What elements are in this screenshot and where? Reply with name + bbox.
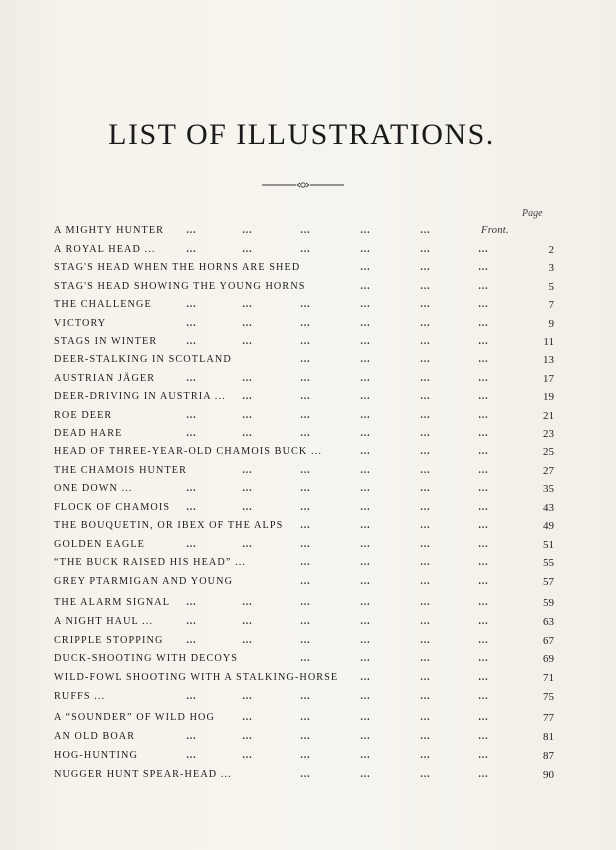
leader-dot: …	[242, 318, 253, 329]
leader-dot: …	[478, 465, 489, 476]
entry-title: A “SOUNDER” OF WILD HOG	[54, 712, 215, 723]
leader-dot: …	[300, 539, 311, 550]
leader-dot: …	[360, 597, 371, 608]
entry-page: 51	[543, 539, 554, 551]
entry-title: CRIPPLE STOPPING	[54, 635, 164, 646]
list-item	[54, 748, 554, 764]
leader-dot: …	[420, 262, 431, 273]
leader-dot: …	[420, 750, 431, 761]
leader-dot: …	[360, 465, 371, 476]
list-item	[54, 481, 554, 497]
list-item	[54, 537, 554, 553]
entry-page: 5	[548, 281, 554, 293]
divider-ornament	[262, 180, 344, 190]
entry-page: 9	[548, 318, 554, 330]
list-item	[54, 408, 554, 424]
entry-title: ONE DOWN ...	[54, 483, 133, 494]
entry-page: 49	[543, 520, 554, 532]
leader-dot: …	[478, 502, 489, 513]
entry-page: 35	[543, 483, 554, 495]
leader-dot: …	[420, 244, 431, 255]
leader-dot: …	[360, 391, 371, 402]
leader-dot: …	[186, 691, 197, 702]
leader-dot: …	[300, 428, 311, 439]
leader-dot: …	[360, 410, 371, 421]
leader-dot: …	[300, 410, 311, 421]
list-item	[54, 651, 554, 667]
leader-dot: …	[360, 653, 371, 664]
list-item	[54, 444, 554, 460]
leader-dot: …	[300, 712, 311, 723]
leader-dot: …	[478, 446, 489, 457]
leader-dot: …	[186, 731, 197, 742]
entry-title: DEAD HARE	[54, 428, 123, 439]
leader-dot: …	[300, 691, 311, 702]
page-column-header: Page	[522, 208, 543, 219]
leader-dot: …	[242, 225, 253, 236]
leader-dot: …	[186, 318, 197, 329]
leader-dot: …	[420, 520, 431, 531]
leader-dot: …	[478, 712, 489, 723]
leader-dot: …	[242, 373, 253, 384]
leader-dot: …	[300, 653, 311, 664]
leader-dot: …	[242, 391, 253, 402]
leader-dot: …	[242, 635, 253, 646]
leader-dot: …	[420, 712, 431, 723]
entry-page: 3	[548, 262, 554, 274]
leader-dot: …	[478, 539, 489, 550]
leader-dot: …	[420, 354, 431, 365]
leader-dot: …	[242, 244, 253, 255]
entry-page: 7	[548, 299, 554, 311]
leader-dot: …	[478, 691, 489, 702]
leader-dot: …	[420, 483, 431, 494]
list-item	[54, 670, 554, 686]
entry-page: 75	[543, 691, 554, 703]
leader-dot: …	[420, 281, 431, 292]
leader-dot: …	[420, 653, 431, 664]
entry-page: 71	[543, 672, 554, 684]
entry-page: 27	[543, 465, 554, 477]
leader-dot: …	[478, 354, 489, 365]
leader-dot: …	[186, 428, 197, 439]
leader-dot: …	[300, 336, 311, 347]
leader-dot: …	[420, 446, 431, 457]
leader-dots	[54, 426, 524, 442]
leader-dot: …	[242, 299, 253, 310]
leader-dot: …	[420, 616, 431, 627]
leader-dot: …	[186, 483, 197, 494]
leader-dot: …	[360, 373, 371, 384]
list-item	[54, 767, 554, 783]
leader-dot: …	[300, 635, 311, 646]
leader-dot: …	[360, 244, 371, 255]
entry-title: A MIGHTY HUNTER	[54, 225, 165, 236]
leader-dot: …	[478, 244, 489, 255]
leader-dot: …	[186, 750, 197, 761]
leader-dots	[54, 316, 524, 332]
leader-dot: …	[360, 576, 371, 587]
leader-dot: …	[420, 539, 431, 550]
leader-dot: …	[360, 691, 371, 702]
entry-title: STAGS IN WINTER	[54, 336, 158, 347]
leader-dot: …	[478, 616, 489, 627]
leader-dot: …	[300, 616, 311, 627]
list-item	[54, 334, 554, 350]
leader-dot: …	[186, 244, 197, 255]
entry-page: 63	[543, 616, 554, 628]
leader-dot: …	[186, 635, 197, 646]
entry-page: 55	[543, 557, 554, 569]
leader-dot: …	[478, 483, 489, 494]
list-item	[54, 614, 554, 630]
leader-dot: …	[300, 769, 311, 780]
leader-dot: …	[360, 616, 371, 627]
list-item	[54, 595, 554, 611]
leader-dots	[54, 408, 524, 424]
leader-dot: …	[420, 225, 431, 236]
entry-title: WILD-FOWL SHOOTING WITH A STALKING-HORSE	[54, 672, 339, 683]
entry-page: 59	[543, 597, 554, 609]
leader-dot: …	[360, 336, 371, 347]
leader-dot: …	[420, 391, 431, 402]
leader-dot: …	[300, 299, 311, 310]
leader-dot: …	[300, 354, 311, 365]
leader-dot: …	[420, 373, 431, 384]
page-title: LIST OF ILLUSTRATIONS.	[108, 118, 495, 151]
leader-dot: …	[360, 769, 371, 780]
leader-dot: …	[420, 731, 431, 742]
list-item	[54, 555, 554, 571]
entry-title: STAG'S HEAD SHOWING THE YOUNG HORNS	[54, 281, 306, 292]
leader-dot: …	[300, 557, 311, 568]
leader-dot: …	[478, 520, 489, 531]
list-item	[54, 574, 554, 590]
entry-page: Front.	[481, 225, 509, 236]
leader-dot: …	[360, 225, 371, 236]
leader-dot: …	[420, 465, 431, 476]
leader-dot: …	[360, 483, 371, 494]
leader-dot: …	[478, 597, 489, 608]
entry-title: “THE BUCK RAISED HIS HEAD” ...	[54, 557, 247, 568]
entry-title: RUFFS ...	[54, 691, 106, 702]
entry-title: THE CHAMOIS HUNTER	[54, 465, 187, 476]
entry-title: A NIGHT HAUL ...	[54, 616, 154, 627]
leader-dot: …	[300, 373, 311, 384]
entry-page: 90	[543, 769, 554, 781]
leader-dot: …	[360, 281, 371, 292]
leader-dot: …	[186, 597, 197, 608]
list-item	[54, 260, 554, 276]
leader-dot: …	[420, 672, 431, 683]
entry-page: 11	[543, 336, 554, 348]
entry-page: 17	[543, 373, 554, 385]
leader-dot: …	[478, 318, 489, 329]
leader-dot: …	[360, 672, 371, 683]
entry-title: DUCK-SHOOTING WITH DECOYS	[54, 653, 239, 664]
leader-dot: …	[186, 539, 197, 550]
leader-dot: …	[360, 354, 371, 365]
list-item	[54, 729, 554, 745]
entry-title: THE CHALLENGE	[54, 299, 152, 310]
entry-title: GOLDEN EAGLE	[54, 539, 146, 550]
leader-dot: …	[186, 616, 197, 627]
leader-dot: …	[300, 391, 311, 402]
leader-dot: …	[186, 336, 197, 347]
leader-dot: …	[300, 520, 311, 531]
leader-dot: …	[478, 557, 489, 568]
list-item	[54, 633, 554, 649]
leader-dot: …	[242, 691, 253, 702]
leader-dot: …	[360, 712, 371, 723]
list-item	[54, 518, 554, 534]
leader-dot: …	[420, 557, 431, 568]
leader-dot: …	[478, 653, 489, 664]
leader-dot: …	[186, 410, 197, 421]
leader-dot: …	[300, 483, 311, 494]
leader-dot: …	[186, 299, 197, 310]
leader-dot: …	[360, 539, 371, 550]
entry-title: FLOCK OF CHAMOIS	[54, 502, 171, 513]
entry-title: AUSTRIAN JÄGER	[54, 373, 156, 384]
list-item	[54, 352, 554, 368]
leader-dot: …	[420, 428, 431, 439]
list-item	[54, 710, 554, 726]
leader-dot: …	[478, 410, 489, 421]
entry-page: 81	[543, 731, 554, 743]
entry-page: 25	[543, 446, 554, 458]
leader-dot: …	[242, 539, 253, 550]
leader-dot: …	[478, 336, 489, 347]
leader-dot: …	[420, 769, 431, 780]
entry-page: 67	[543, 635, 554, 647]
leader-dot: …	[478, 635, 489, 646]
leader-dot: …	[300, 225, 311, 236]
list-item	[54, 500, 554, 516]
list-item	[54, 242, 554, 258]
leader-dot: …	[360, 262, 371, 273]
leader-dot: …	[186, 502, 197, 513]
leader-dot: …	[360, 428, 371, 439]
leader-dot: …	[478, 769, 489, 780]
leader-dot: …	[420, 336, 431, 347]
entry-title: ROE DEER	[54, 410, 113, 421]
entry-title: AN OLD BOAR	[54, 731, 136, 742]
entry-title: NUGGER HUNT SPEAR-HEAD ...	[54, 769, 232, 780]
leader-dot: …	[478, 281, 489, 292]
leader-dot: …	[478, 299, 489, 310]
leader-dot: …	[420, 502, 431, 513]
leader-dot: …	[478, 672, 489, 683]
list-item	[54, 279, 554, 295]
entry-title: HOG-HUNTING	[54, 750, 138, 761]
leader-dot: …	[300, 465, 311, 476]
leader-dot: …	[360, 502, 371, 513]
leader-dot: …	[242, 410, 253, 421]
entry-page: 19	[543, 391, 554, 403]
leader-dot: …	[420, 318, 431, 329]
entry-title: THE BOUQUETIN, OR IBEX OF THE ALPS	[54, 520, 284, 531]
list-item	[54, 297, 554, 313]
list-item	[54, 371, 554, 387]
leader-dot: …	[360, 446, 371, 457]
entry-title: GREY PTARMIGAN AND YOUNG	[54, 576, 234, 587]
leader-dot: …	[242, 731, 253, 742]
leader-dot: …	[242, 483, 253, 494]
entry-title: A ROYAL HEAD ...	[54, 244, 156, 255]
leader-dot: …	[420, 635, 431, 646]
list-item	[54, 689, 554, 705]
leader-dot: …	[420, 576, 431, 587]
leader-dot: …	[186, 225, 197, 236]
leader-dot: …	[478, 373, 489, 384]
leader-dot: …	[360, 750, 371, 761]
entry-title: DEER-DRIVING IN AUSTRIA ...	[54, 391, 226, 402]
leader-dot: …	[360, 557, 371, 568]
leader-dot: …	[478, 750, 489, 761]
leader-dot: …	[242, 712, 253, 723]
entry-page: 69	[543, 653, 554, 665]
leader-dot: …	[300, 731, 311, 742]
leader-dot: …	[242, 428, 253, 439]
leader-dots	[54, 689, 524, 705]
list-item	[54, 426, 554, 442]
leader-dot: …	[478, 428, 489, 439]
leader-dot: …	[300, 750, 311, 761]
entry-page: 77	[543, 712, 554, 724]
leader-dot: …	[360, 731, 371, 742]
leader-dot: …	[300, 244, 311, 255]
entry-title: HEAD OF THREE-YEAR-OLD CHAMOIS BUCK ...	[54, 446, 322, 457]
leader-dot: …	[242, 597, 253, 608]
entry-title: DEER-STALKING IN SCOTLAND	[54, 354, 232, 365]
leader-dot: …	[478, 262, 489, 273]
leader-dot: …	[360, 299, 371, 310]
entry-title: VICTORY	[54, 318, 107, 329]
entry-page: 43	[543, 502, 554, 514]
leader-dot: …	[242, 750, 253, 761]
leader-dot: …	[242, 502, 253, 513]
leader-dot: …	[360, 635, 371, 646]
leader-dot: …	[186, 373, 197, 384]
leader-dot: …	[360, 318, 371, 329]
leader-dot: …	[478, 731, 489, 742]
leader-dot: …	[360, 520, 371, 531]
leader-dot: …	[300, 318, 311, 329]
list-item	[54, 463, 554, 479]
leader-dot: …	[420, 410, 431, 421]
entry-page: 23	[543, 428, 554, 440]
entry-page: 21	[543, 410, 554, 422]
entry-page: 13	[543, 354, 554, 366]
entry-title: STAG'S HEAD WHEN THE HORNS ARE SHED	[54, 262, 301, 273]
leader-dot: …	[242, 616, 253, 627]
leader-dot: …	[300, 502, 311, 513]
leader-dot: …	[242, 336, 253, 347]
leader-dot: …	[420, 691, 431, 702]
list-item	[54, 389, 554, 405]
list-item	[54, 316, 554, 332]
leader-dot: …	[300, 576, 311, 587]
leader-dot: …	[420, 597, 431, 608]
entry-page: 2	[548, 244, 554, 256]
entry-title: THE ALARM SIGNAL	[54, 597, 171, 608]
entry-page: 87	[543, 750, 554, 762]
leader-dot: …	[242, 465, 253, 476]
leader-dot: …	[420, 299, 431, 310]
leader-dot: …	[478, 391, 489, 402]
list-item	[54, 223, 554, 239]
entry-page: 57	[543, 576, 554, 588]
leader-dot: …	[300, 597, 311, 608]
leader-dot: …	[478, 576, 489, 587]
